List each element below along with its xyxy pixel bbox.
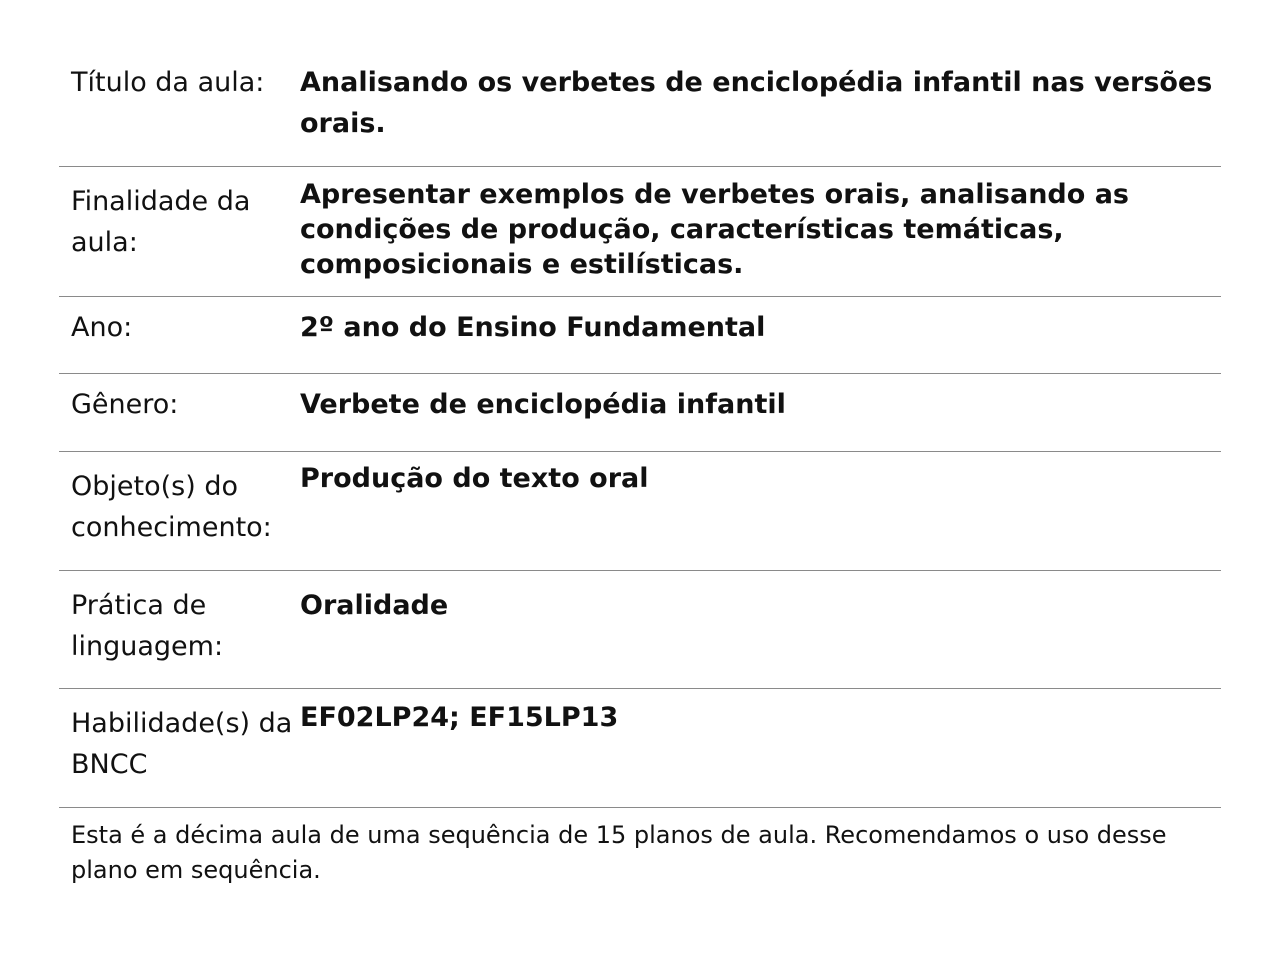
row-label-text: Finalidade da aula: [71,186,251,258]
row-label: Ano: [71,312,133,343]
row-value: Apresentar exemplos de verbetes orais, analisando as condições de produção, características temáticas, composicionais e estilísticas. [300,179,1129,280]
row-label: Gênero: [71,389,179,420]
row-genre [59,374,1221,452]
row-lesson-purpose [59,167,1221,297]
row-label: Prática de linguagem: [71,590,224,662]
row-value: Verbete de enciclopédia infantil [300,389,786,420]
row-bncc-skills [59,689,1221,808]
row-value: Oralidade [300,590,449,621]
row-knowledge-objects [59,452,1221,571]
row-value: 2º ano do Ensino Fundamental [300,312,766,343]
row-lesson-title [59,52,1221,167]
row-grade [59,297,1221,374]
row-label: Habilidade(s) da BNCC [71,708,293,780]
row-label: Título da aula: [71,67,265,98]
row-label: Objeto(s) do conhecimento: [71,471,272,543]
row-value: Analisando os verbetes de enciclopédia infantil nas versões orais. [300,67,1213,139]
sequence-note: Esta é a décima aula de uma sequência de 15 planos de aula. Recomendamos o uso desse plano em sequência. [71,821,1167,884]
row-label [59,177,300,296]
row-language-practice [59,571,1221,689]
lesson-plan-table [59,52,1221,888]
row-value: EF02LP24; EF15LP13 [300,702,619,733]
row-value: Produção do texto oral [300,463,649,494]
